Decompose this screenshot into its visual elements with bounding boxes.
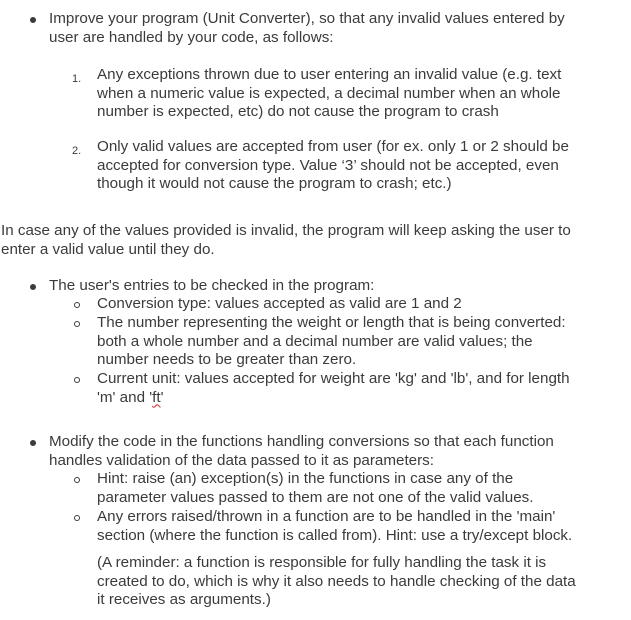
- numbered-item-1: Any exceptions thrown due to user entering an invalid value (e.g. text when a numeric value is expected, a decimal number when an whole number is expected, etc) do not cause the program to crash: [97, 66, 562, 120]
- list-number-2: 2.: [72, 145, 82, 157]
- circle-bullet-icon: [74, 515, 80, 521]
- bullet-dot: [30, 284, 36, 290]
- numbered-item-2: Only valid values are accepted from user (for ex. only 1 or 2 should be accepted for conversion type. Value ‘3’ should not be accepted, even though it would not cause the program to crash; etc.): [97, 138, 569, 192]
- circle-bullet-icon: [74, 302, 80, 308]
- circle-bullet-icon: [74, 321, 80, 327]
- bullet-dot: [30, 440, 36, 446]
- bullet-text: Modify the code in the functions handling conversions so that each function handles validation of the data passed to it as parameters:: [49, 433, 554, 469]
- circle-bullet-icon: [74, 377, 80, 383]
- sub-item-hint-raise: Hint: raise (an) exception(s) in the functions in case any of the parameter values passed to them are not one of the valid values.: [97, 470, 534, 506]
- bullet-text: The user's entries to be checked in the program:: [49, 277, 375, 294]
- sub-item-current-unit: Current unit: values accepted for weight are 'kg' and 'lb', and for length 'm' and 'ft': [97, 370, 570, 406]
- reminder-note: (A reminder: a function is responsible for fully handling the task it is created to do, which is why it also needs to handle checking of the data it receives as arguments.): [97, 554, 576, 608]
- circle-bullet-icon: [74, 477, 80, 483]
- invalid-value-paragraph: In case any of the values provided is invalid, the program will keep asking the user to enter a valid value until they do.: [1, 222, 571, 258]
- list-number-1: 1.: [72, 73, 82, 85]
- sub-item-errors-main: Any errors raised/thrown in a function are to be handled in the 'main' section (where the function is called from). Hint: use a try/except block.: [97, 508, 573, 544]
- bullet-text: Improve your program (Unit Converter), so that any invalid values entered by user are handled by your code, as follows:: [49, 10, 565, 46]
- sub-item-number: The number representing the weight or length that is being converted: both a whole number and a decimal number are valid values; the number needs to be greater than zero.: [97, 314, 566, 368]
- sub-item-conversion-type: Conversion type: values accepted as valid are 1 and 2: [97, 295, 462, 312]
- spellcheck-word: ft: [152, 388, 161, 406]
- bullet-dot: [30, 17, 36, 23]
